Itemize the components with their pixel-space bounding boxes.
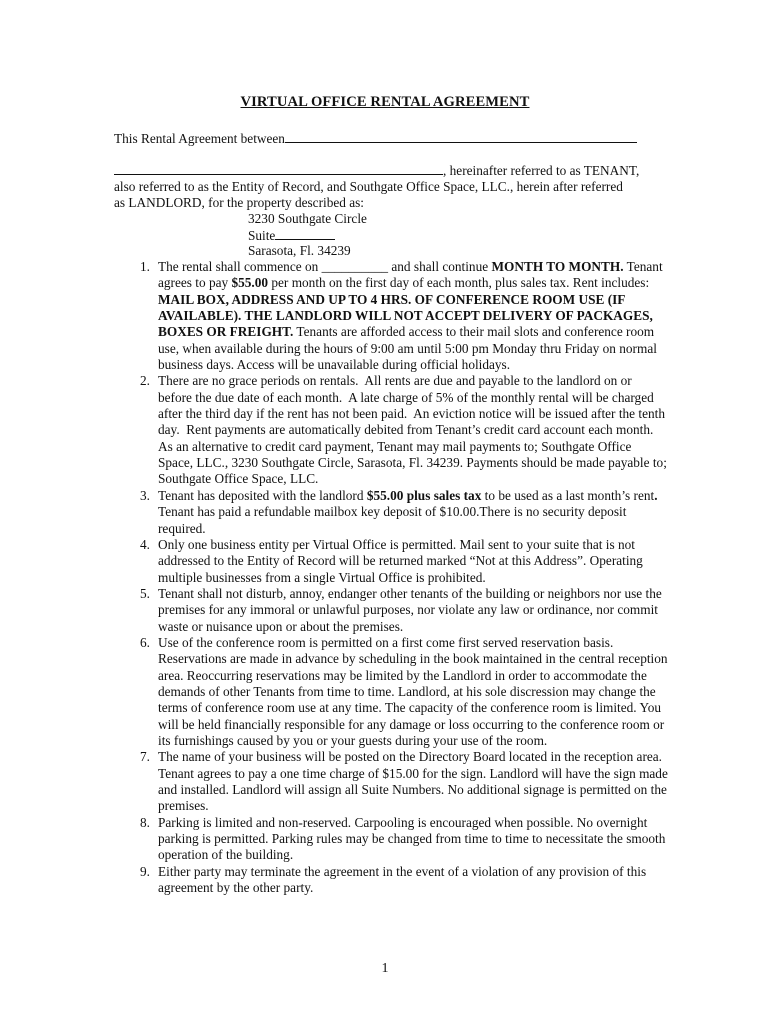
clause-number: 9. [140,863,150,879]
intro-between-label: This Rental Agreement between [114,131,285,146]
clause-item [128,373,671,487]
clause-item [128,815,668,864]
suite-number-blank[interactable] [275,227,335,240]
clause-emphasis-text: $55.00 plus sales tax [366,487,482,503]
clause-item [128,749,672,814]
clause-emphasis-text: MAIL BOX, ADDRESS AND UP TO 4 HRS. OF CONFERENCE ROOM USE (IF AVAILABLE). THE LANDLORD WILL NOT ACCEPT DELIVERY OF PACKAGES, BOXES OR FREIGHT. [158,291,657,340]
clause-text: The rental shall commence on [158,259,322,274]
clause-text: Parking is limited and non-reserved. Carpooling is encouraged when possible. No overnight parking is permitted. Parking rules may be changed from time to time to necessitate the smooth operation of the building. [158,814,669,863]
intro-line-2: also referred to as the Entity of Record, and Southgate Office Space, LLC., herein after referred [114,179,623,194]
clause-text: Use of the conference room is permitted on a first come first served reservation basis. Reservations are made in advance by scheduling in the book maintained in the central reception area. Reoccurring reservations may be limited by the Landlord in order to accommodate the demands of other Tenants from time to time. Landlord, at his sole discression may change the terms of conference room use at any time. The capacity of the conference room is limited. You will be held financially responsible for any damage or loss occurring to the conference room or its furnishings caused by you or your guests during your use of the room. [158,634,671,748]
clause-number: 5. [140,585,150,601]
clause-number: 6. [140,634,150,650]
clause-emphasis-text: MONTH TO MONTH. [491,259,624,274]
clause-text: __________ [321,259,389,274]
clause-text: to be used as a last month’s rent [481,487,655,503]
clause-number: 1. [140,259,150,274]
address-suite-label: Suite [248,228,276,243]
clause-text: Tenant has deposited with the landlord [158,487,367,503]
intro-tenant-line [114,162,639,179]
address-street: 3230 Southgate Circle [248,211,367,226]
clause-text: Tenant shall not disturb, annoy, endanger other tenants of the building or neighbors nor use the premises for any immoral or unlawful purposes, nor violate any law or ordinance, nor commit waste or nuisance upon or about the premises. [158,585,666,634]
address-city: Sarasota, Fl. 34239 [248,243,351,258]
clause-number: 8. [140,814,150,830]
clause-item [128,488,668,537]
clause-item [128,634,671,749]
clause-text: Tenant has paid a refundable mailbox key deposit of $10.00.There is no security deposit required. [158,487,661,536]
clause-text: There are no grace periods on rentals. All rents are due and payable to the landlord on or before the due date of each month. A late charge of 5% of the monthly rental will be charged after the third day if the rent has not been paid. An eviction notice will be issued after the tenth day. Rent payments are automatically debited from Tenant’s credit card account each month. As an alternative to credit card payment, Tenant may mail payments to; Southgate Office Space, LLC., 3230 Southgate Circle, Sarasota, Fl. 34239. Payments should be made payable to; Southgate Office Space, LLC. [158,373,671,487]
intro-between-line [114,130,637,147]
clause-text: and shall continue [388,259,492,274]
clause-emphasis-text: . [654,487,658,503]
clause-emphasis-text: $55.00 [231,275,269,291]
document-title: VIRTUAL OFFICE RENTAL AGREEMENT [240,94,530,110]
address-suite-line [248,227,335,244]
clause-text: Tenants are afforded access to their mail slots and conference room use, when available during the hours of 9:00 am until 5:00 pm Monday thru Friday on normal business days. Access will be unavailable during official holidays. [158,324,661,373]
tenant-name-blank[interactable] [114,162,443,175]
party-name-blank[interactable] [285,130,637,143]
clause-text: per month on the first day of each month, plus sales tax. Rent includes: [268,275,653,291]
clause-list [128,259,672,896]
clause-number: 2. [140,373,150,389]
clause-number: 3. [140,487,150,503]
clause-number: 4. [140,536,150,552]
clause-item [128,864,668,897]
clause-text: Only one business entity per Virtual Office is permitted. Mail sent to your suite that is not addressed to the Entity of Record will be returned marked “Not at this Address”. Operating multiple businesses from a single Virtual Office is prohibited. [158,536,647,585]
clause-text: Either party may terminate the agreement in the event of a violation of any provision of this agreement by the other party. [158,863,650,896]
clause-text: Tenant agrees to pay [158,259,666,291]
intro-tenant-suffix: , hereinafter referred to as TENANT, [443,163,640,178]
clause-item [128,586,668,635]
clause-item [128,537,668,586]
clause-text: The name of your business will be posted on the Directory Board located in the reception area. Tenant agrees to pay a one time charge of $15.00 for the sign. Landlord will have the sign made and installed. Landlord will assign all Suite Numbers. No additional signage is permitted on the premises. [158,749,672,814]
clause-number: 7. [140,749,150,765]
clause-item [128,259,668,373]
page-number: 1 [381,961,389,976]
intro-line-3: as LANDLORD, for the property described as: [114,195,364,210]
